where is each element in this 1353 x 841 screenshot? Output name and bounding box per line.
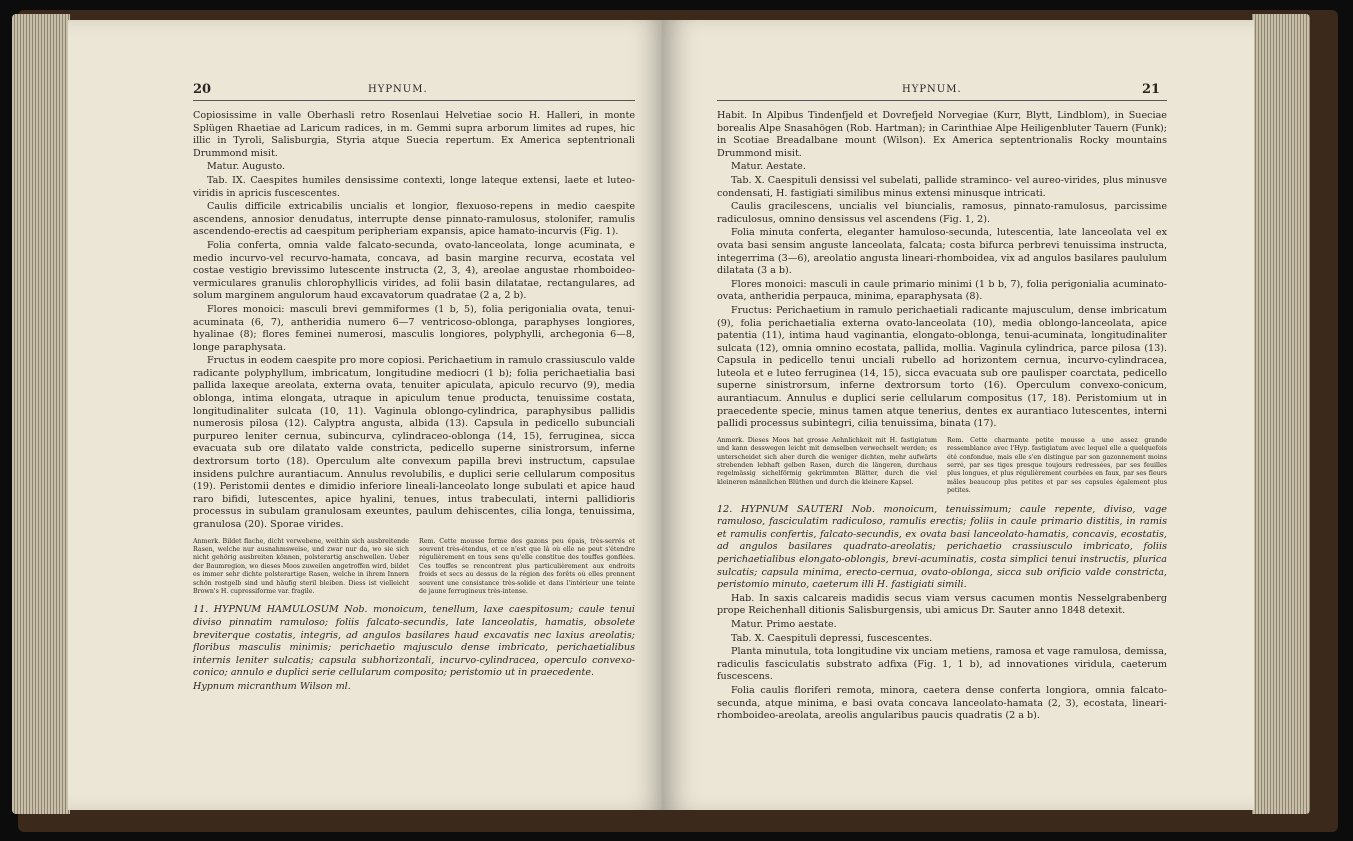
paragraph: Tab. X. Caespituli depressi, fuscescentes. — [731, 632, 933, 644]
paragraph: Folia conferta, omnia valde falcato-secunda, ovato-lanceolata, longe acuminata, e medio incurvo-vel recurvo-hamata, concava, ad basin margine recurva, ecostata vel costae vestigio brevissimo lutescente instructa (2, 3, 4), areolae angustae rhomboideo-vermiculares granulis chlorophyllicis virides, ad folii basin dilatatae, rectangulares, ad solum marginem angulorum haud excavatorum quadratae (2 a, 2 b). — [193, 239, 635, 302]
paragraph: Matur. Aestate. — [731, 161, 806, 173]
species-heading: 12. HYPNUM SAUTERI Nob. monoicum, tenuissimum; caule repente, diviso, vage ramuloso, fasciculatim radiculoso, ramulis erectis; foliis in caule primario distitis, in ramis et ramulis confertis, falcato-secundis, ex ovata basi lanceolato-hamatis, concavis, ecostatis, ad angulos basilares quadrato-areolatis; perichaetio crassiusculo imbricato, foliis perichaetialibus elongato-oblongis, brevi-acuminatis, costa simplici tenui instructis, plurica sulcatis; capsula minima, erecto-cernua, ovato-oblonga, sicca sub orificio valde constricta, peristomio minuto, caeterum illi H. fastigiati simili. — [717, 503, 1167, 591]
paragraph: Matur. Primo aestate. — [731, 619, 837, 631]
footnotes-right — [717, 437, 1167, 496]
paragraph: Copiosissime in valle Oberhasli retro Rosenlaui Helvetiae socio H. Halleri, in monte Splügen Rhaetiae ad Laricum radices, in m. Gemmi supra arborum limites ad rupes, hic illic in Tyroli, Salisburgia, Styria atque Suecia repertum. Ex America septentrionali Drummond misit. — [193, 110, 635, 159]
paragraph: Folia caulis floriferi remota, minora, caetera dense conferta longiora, omnia falcato-secunda, atque minima, e basi ovata concava lanceolato-hamata (2, 3), ecostata, lineari-rhomboideo-areolata, areolis angularibus paucis quadratis (2 a b). — [717, 685, 1167, 722]
page-number-left: 20 — [193, 82, 212, 97]
paragraph: Flores monoici: masculi in caule primario minimi (1 b b, 7), folia perigonialia acuminato-ovata, antheridia perpauca, minima, eparaphysata (8). — [717, 278, 1167, 303]
running-head-right: HYPNUM. — [902, 84, 962, 95]
page-edges-left — [12, 14, 70, 814]
note-german: Anmerk. Dieses Moos hat grosse Aehnlichkeit mit H. fastigiatum und kann desswegen leicht mit demselben verwechselt werden; es unterscheidet sich aber durch die weniger dichten, mehr aufwärts strebenden lebhaft gelben Rasen, durch die längeren, durchaus regelmässig sichelförmig gekrümmten Blätter, durch die viel kleineren männlichen Blüthen und durch die kleinere Kapsel. — [717, 436, 937, 486]
paragraph: Fructus: Perichaetium in ramulo perichaetiali radicante majusculum, dense imbricatum (9), folia perichaetialia externa ovato-lanceolata (10), media oblongo-lanceolata, apice patentia (11), intima haud vaginantia, elongato-oblonga, tenui-acuminata, longitudinaliter sulcata (12), omnia omnino ecostata, pallida, mollia. Vaginula cylindrica, parce pilosa (13). Capsula in pedicello tenui unciali rubello ad horizontem cernua, incurvo-cylindracea, luteola et e luteo ferruginea (14, 15), sicca evacuata sub ore paulisper coarctata, pedicello superne sinistrorsum, inferne dextrorsum torto (16). Operculum convexo-conicum, aurantiacum. Annulus e duplici serie cellularum compositus (17, 18). Peristomium ut in praecedente specie, minus tamen atque tenerius, dentes ex aurantiaco lutescentes, interni pallidi processus subintegri, cilia tenuissima, binata (17). — [717, 304, 1167, 430]
paragraph: Fructus in eodem caespite pro more copiosi. Perichaetium in ramulo crassiusculo valde radicante polyphyllum, imbricatum, longitudine mediocri (1 b); folia perichaetialia basi pallida laxeque areolata, externa ovata, tenuiter apiculata, apiculo recurvo (9), media oblonga, intima elongata, utraque in apiculum tenue producta, tenuissime costata, longitudinaliter sulcata (10, 11). Vaginula oblongo-cylindrica, paraphysibus pallidis numerosis pilosa (12). Calyptra angusta, albida (13). Capsula in pedicello subunciali purpureo leniter cernua, subincurva, cylindraceo-oblonga (14, 15), ferruginea, sicca evacuata sub ore dilatato valde constricta, pedicello superne sinistrorsum, inferne dextrorsum torto (18). Operculum alte convexum papilla brevi instructum, capsulae insidens pulchre aurantiacum. Annulus revolubilis, e duplici serie cellularum compositus (19). Peristomii dentes e dimidio inferiore lineali-lanceolato longe subulati et apice haud raro bifidi, lutescentes, apice hyalini, tenues, intus trabeculati, interni pallidioris processus in subulam granulosam exeuntes, paulum dehiscentes, cilia longa, tenuissima, granulosa (20). Sporae virides. — [193, 355, 635, 530]
right-page — [662, 20, 1254, 810]
paragraph: Caulis gracilescens, uncialis vel biuncialis, ramosus, pinnato-ramulosus, parcissime radiculosus, omnino densissus vel ascendens (Fig. 1, 2). — [717, 201, 1167, 225]
left-page — [68, 20, 666, 810]
running-head-left: HYPNUM. — [368, 84, 428, 95]
note-french: Rem. Cette charmante petite mousse a une assez grande ressemblance avec l'Hyp. fastigiatum avec lequel elle a quelquefois été confondue, mais elle s'en distingue par son gazonnement moins serré, par ses tiges presque toujours redressées, par ses feuilles plus longues, et plus régulièrement courbées en faux, par ses fleurs mâles beaucoup plus petites et par ses capsules également plus petites. — [947, 436, 1167, 495]
footnotes-left — [193, 538, 635, 597]
paragraph: Caulis difficile extricabilis uncialis et longior, flexuoso-repens in medio caespite ascendens, annosior denudatus, interrupte dense pinnato-ramulosus, stolonifer, ramulis ascendendo-erectis ad caespitum peripheriam expansis, apice hamato-incurvis (Fig. 1). — [193, 201, 635, 238]
paragraph: Planta minutula, tota longitudine vix unciam metiens, ramosa et vage ramulosa, demissa, radiculis fasciculatis substrato adfixa (Fig. 1, 1 b), ad innovationes viridula, caeterum fuscescens. — [717, 646, 1167, 683]
synonym: Hypnum micranthum Wilson ml. — [193, 681, 351, 692]
paragraph: Habit. In Alpibus Tindenfjeld et Dovrefjeld Norvegiae (Kurr, Blytt, Lindblom), in Sueciae borealis Alpe Snasahögen (Rob. Hartman); in Carinthiae Alpe Heiligenbluter Tauern (Funk); in Scotiae Breadalbane mount (Wilson). Ex America septentrionalis Rocky mountains Drummond misit. — [717, 110, 1167, 159]
right-body — [717, 110, 1167, 724]
paragraph: Folia minuta conferta, eleganter hamuloso-secunda, lutescentia, late lanceolata vel ex ovata basi sensim anguste lanceolata, falcata; costa bifurca perbrevi tenuissima instructa, integerrima (3—6), areolatio angusta lineari-rhomboidea, vix ad angulos basilares paululum dilatata (3 a b). — [717, 227, 1167, 277]
left-body — [193, 110, 635, 695]
head-rule-right — [717, 100, 1167, 101]
note-german: Anmerk. Bildet flache, dicht verwebene, weithin sich ausbreitende Rasen, welche nur ausnahmsweise, und zwar nur da, wo sie sich nicht gehörig ausbreiten können, polsterartig anschwellen. Ueber der Baumregion, wo dieses Moos zuweilen angetroffen wird, bildet es immer sehr dichte polsterartige Rasen, welche in ihrem Innern schön rostgelb sind und häufig steril bleiben. Diess ist vielleicht Brown's H. cupressiforme var. fragile. — [193, 537, 409, 596]
page-number-right: 21 — [1142, 82, 1161, 97]
paragraph: Tab. X. Caespituli densissi vel subelati, pallide straminco- vel aureo-virides, plus minusve condensati, H. fastigiati similibus minus extensi minusque intricati. — [717, 174, 1167, 199]
paragraph: Flores monoici: masculi brevi gemmiformes (1 b, 5), folia perigonialia ovata, tenui-acuminata (6, 7), antheridia numero 6—7 ventricoso-oblonga, paraphyses longiores, hyalinae (8); flores feminei numerosi, masculis longiores, polyphylli, archegonia 6—8, longe paraphysata. — [193, 303, 635, 353]
paragraph: Matur. Augusto. — [207, 161, 286, 173]
head-rule-left — [193, 100, 635, 101]
note-french: Rem. Cette mousse forme des gazons peu épais, très-serrés et souvent très-étendus, et ce n'est que là où elle ne peut s'étendre régulièrement en tous sens qu'elle constitue des touffes gonflées. Ces touffes se rencontrent plus particulièrement aux endroits froids et secs au dessus de la région des forêts où elles prennent souvent une consistance très-solide et dans l'intérieur une teinte de jaune ferrugineux très-intense. — [419, 537, 635, 596]
species-heading: 11. HYPNUM HAMULOSUM Nob. monoicum, tenellum, laxe caespitosum; caule tenui diviso pinnatim ramuloso; foliis falcato-secundis, late lanceolatis, hamatis, obsolete breviterque costatis, integris, ad angulos basilares haud excavatis nec laxius areolatis; floribus masculis minimis; perichaetio majusculo dense imbricato, perichaetialibus internis leniter sulcatis; capsula subhorizontali, incurvo-cylindracea, operculo convexo-conico; annulo e duplici serie cellularum composito; peristomio ut in praecedente. — [193, 604, 635, 679]
page-edges-right — [1252, 14, 1310, 814]
paragraph: Tab. IX. Caespites humiles densissime contexti, longe lateque extensi, laete et luteo-viridis in apricis fuscescentes. — [193, 174, 635, 199]
paragraph: Hab. In saxis calcareis madidis secus viam versus cacumen montis Nesselgrabenberg prope Reichenhall ditionis Salisburgensis, ubi amicus Dr. Sauter anno 1848 detexit. — [717, 592, 1167, 617]
